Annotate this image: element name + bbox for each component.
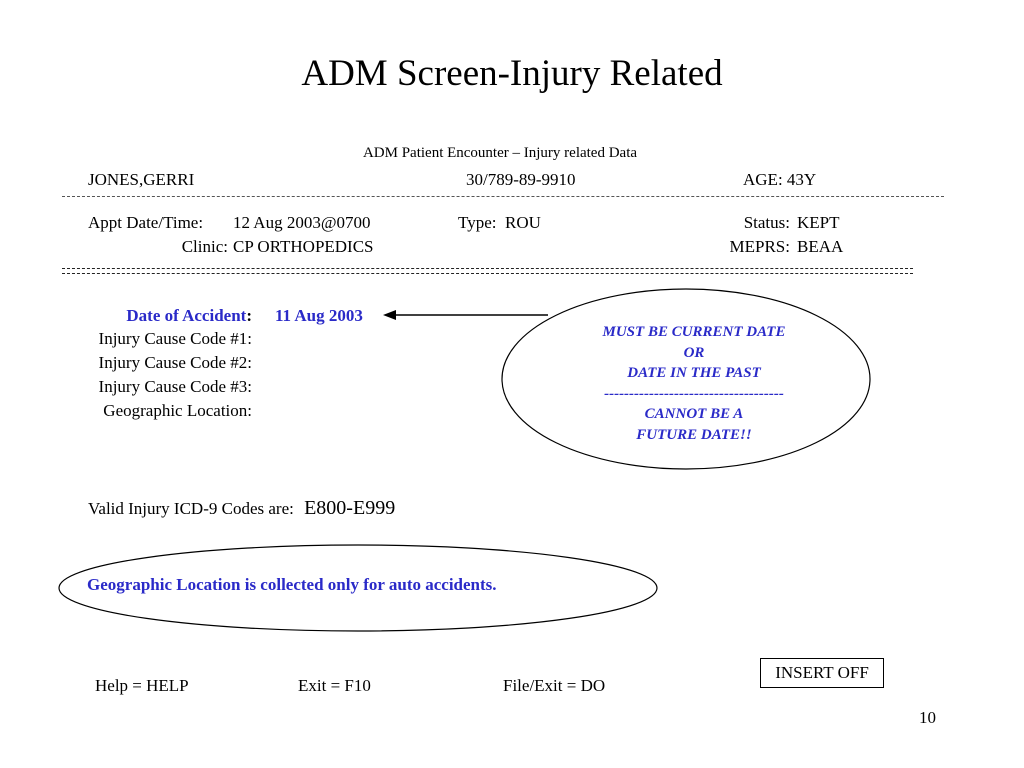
patient-age: AGE: 43Y: [743, 170, 817, 189]
type-label: Type:: [458, 213, 497, 232]
callout-line-6: FUTURE DATE!!: [636, 426, 752, 443]
geographic-location-label: Geographic Location:: [103, 401, 252, 420]
status-label: Status:: [743, 213, 790, 232]
callout-line-2: OR: [683, 344, 705, 361]
exit-key[interactable]: Exit = F10: [298, 676, 371, 695]
callout-line-5: CANNOT BE A: [644, 406, 744, 422]
meprs-value: BEAA: [797, 237, 844, 256]
injury-cause-code-3-label: Injury Cause Code #3:: [98, 377, 252, 396]
geographic-note: Geographic Location is collected only for auto accidents.: [87, 575, 497, 594]
file-exit-key[interactable]: File/Exit = DO: [503, 676, 606, 695]
appt-datetime-value: 12 Aug 2003@0700: [233, 213, 371, 232]
appt-datetime-label: Appt Date/Time:: [88, 213, 204, 232]
clinic-value: CP ORTHOPEDICS: [233, 237, 374, 256]
date-of-accident-colon: :: [246, 306, 252, 325]
valid-codes-line: [88, 496, 395, 521]
page-number: 10: [919, 708, 936, 727]
meprs-label: MEPRS:: [729, 237, 790, 256]
callout-line-1: MUST BE CURRENT DATE: [602, 324, 786, 340]
date-of-accident-label: Date of Accident: [126, 306, 247, 325]
slide-title: ADM Screen-Injury Related: [301, 53, 723, 94]
injury-cause-code-2-label: Injury Cause Code #2:: [98, 353, 252, 372]
status-value: KEPT: [797, 213, 840, 232]
screen-header: ADM Patient Encounter – Injury related Data: [362, 145, 638, 161]
insert-mode-indicator: INSERT OFF: [760, 658, 884, 688]
callout-line-3: DATE IN THE PAST: [627, 365, 761, 381]
valid-codes-value: E800-E999: [304, 497, 396, 519]
type-value: ROU: [505, 213, 541, 232]
clinic-label: Clinic:: [181, 237, 228, 256]
callout-separator: ------------------------------------: [604, 385, 784, 402]
valid-codes-label: Valid Injury ICD-9 Codes are:: [88, 499, 294, 518]
patient-id: 30/789-89-9910: [466, 170, 576, 189]
patient-name: JONES,GERRI: [88, 170, 195, 189]
callout-arrow: [383, 310, 548, 320]
injury-cause-code-1-label: Injury Cause Code #1:: [98, 329, 252, 348]
help-key[interactable]: Help = HELP: [95, 676, 189, 695]
date-of-accident-value[interactable]: 11 Aug 2003: [275, 306, 363, 325]
callout-text: [560, 322, 828, 445]
